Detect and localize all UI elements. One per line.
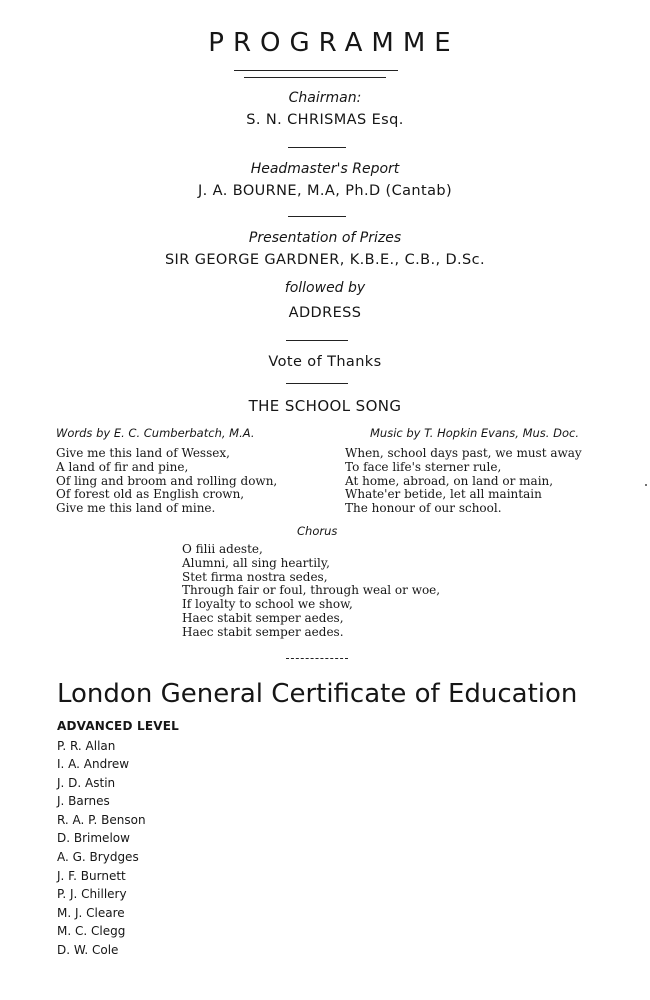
verse-line: Of forest old as English crown, (56, 487, 245, 502)
verse-line: Of ling and broom and rolling down, (56, 473, 278, 488)
verse-line: The honour of our school. (345, 501, 502, 516)
prizes-name: SIR GEORGE GARDNER, K.B.E., C.B., D.Sc. (164, 252, 486, 268)
chorus-line: Through fair or foul, through weal or woe, (182, 583, 441, 598)
followed-by: followed by (284, 280, 366, 296)
chorus-line: Haec stabit semper aedes, (182, 610, 344, 625)
student-name: M. J. Cleare (57, 906, 125, 920)
verse-line: Give me this land of mine. (56, 501, 216, 516)
certificate-title: London General Certificate of Education (57, 679, 578, 709)
verse-line: At home, abroad, on land or main, (345, 473, 554, 488)
divider (286, 383, 348, 384)
verse-line: Whate'er betide, let all maintain (345, 487, 542, 502)
music-credit: Music by T. Hopkin Evans, Mus. Doc. (370, 426, 579, 440)
advanced-level-heading: ADVANCED LEVEL (57, 719, 179, 733)
student-name: I. A. Andrew (57, 757, 130, 771)
student-name: D. W. Cole (57, 943, 119, 957)
chorus-line: Stet firma nostra sedes, (182, 569, 328, 584)
song-title: THE SCHOOL SONG (248, 397, 402, 415)
divider (288, 147, 346, 148)
chorus-line: If loyalty to school we show, (182, 597, 353, 612)
verse-one (56, 447, 277, 516)
prizes-label: Presentation of Prizes (248, 230, 402, 246)
divider (286, 340, 348, 341)
student-name: P. R. Allan (57, 739, 116, 753)
student-name: R. A. P. Benson (57, 813, 146, 827)
divider (286, 658, 348, 659)
title-rule (234, 70, 398, 71)
page-title: PROGRAMME (208, 28, 460, 58)
chorus-line: Haec stabit semper aedes. (182, 624, 344, 639)
address: ADDRESS (288, 305, 362, 321)
chorus-line: Alumni, all sing heartily, (182, 555, 330, 570)
verse-line: Give me this land of Wessex, (56, 446, 230, 460)
student-name: D. Brimelow (57, 831, 130, 845)
chorus (182, 543, 440, 640)
student-name: J. Barnes (57, 794, 110, 808)
chorus-line: O filii adeste, (182, 542, 263, 556)
report-name: J. A. BOURNE, M.A, Ph.D (Cantab) (197, 183, 453, 199)
verse-two (345, 447, 582, 516)
verse-line: When, school days past, we must away (345, 446, 582, 460)
student-name: J. D. Astin (57, 776, 116, 790)
verse-line: To face life's sterner rule, (345, 459, 502, 474)
student-name: A. G. Brydges (57, 850, 139, 864)
divider (288, 216, 346, 217)
chorus-label: Chorus (297, 524, 338, 538)
student-name: P. J. Chillery (57, 887, 127, 901)
chairman-name: S. N. CHRISMAS Esq. (246, 112, 404, 128)
verse-line: A land of fir and pine, (56, 459, 189, 474)
chairman-label: Chairman: (288, 90, 362, 106)
vote-of-thanks: Vote of Thanks (268, 354, 382, 370)
words-credit: Words by E. C. Cumberbatch, M.A. (56, 426, 255, 440)
scan-speck (645, 484, 647, 486)
report-label: Headmaster's Report (250, 161, 400, 177)
title-rule-lower (244, 77, 386, 78)
student-name: J. F. Burnett (57, 869, 126, 883)
student-name: M. C. Clegg (57, 924, 126, 938)
